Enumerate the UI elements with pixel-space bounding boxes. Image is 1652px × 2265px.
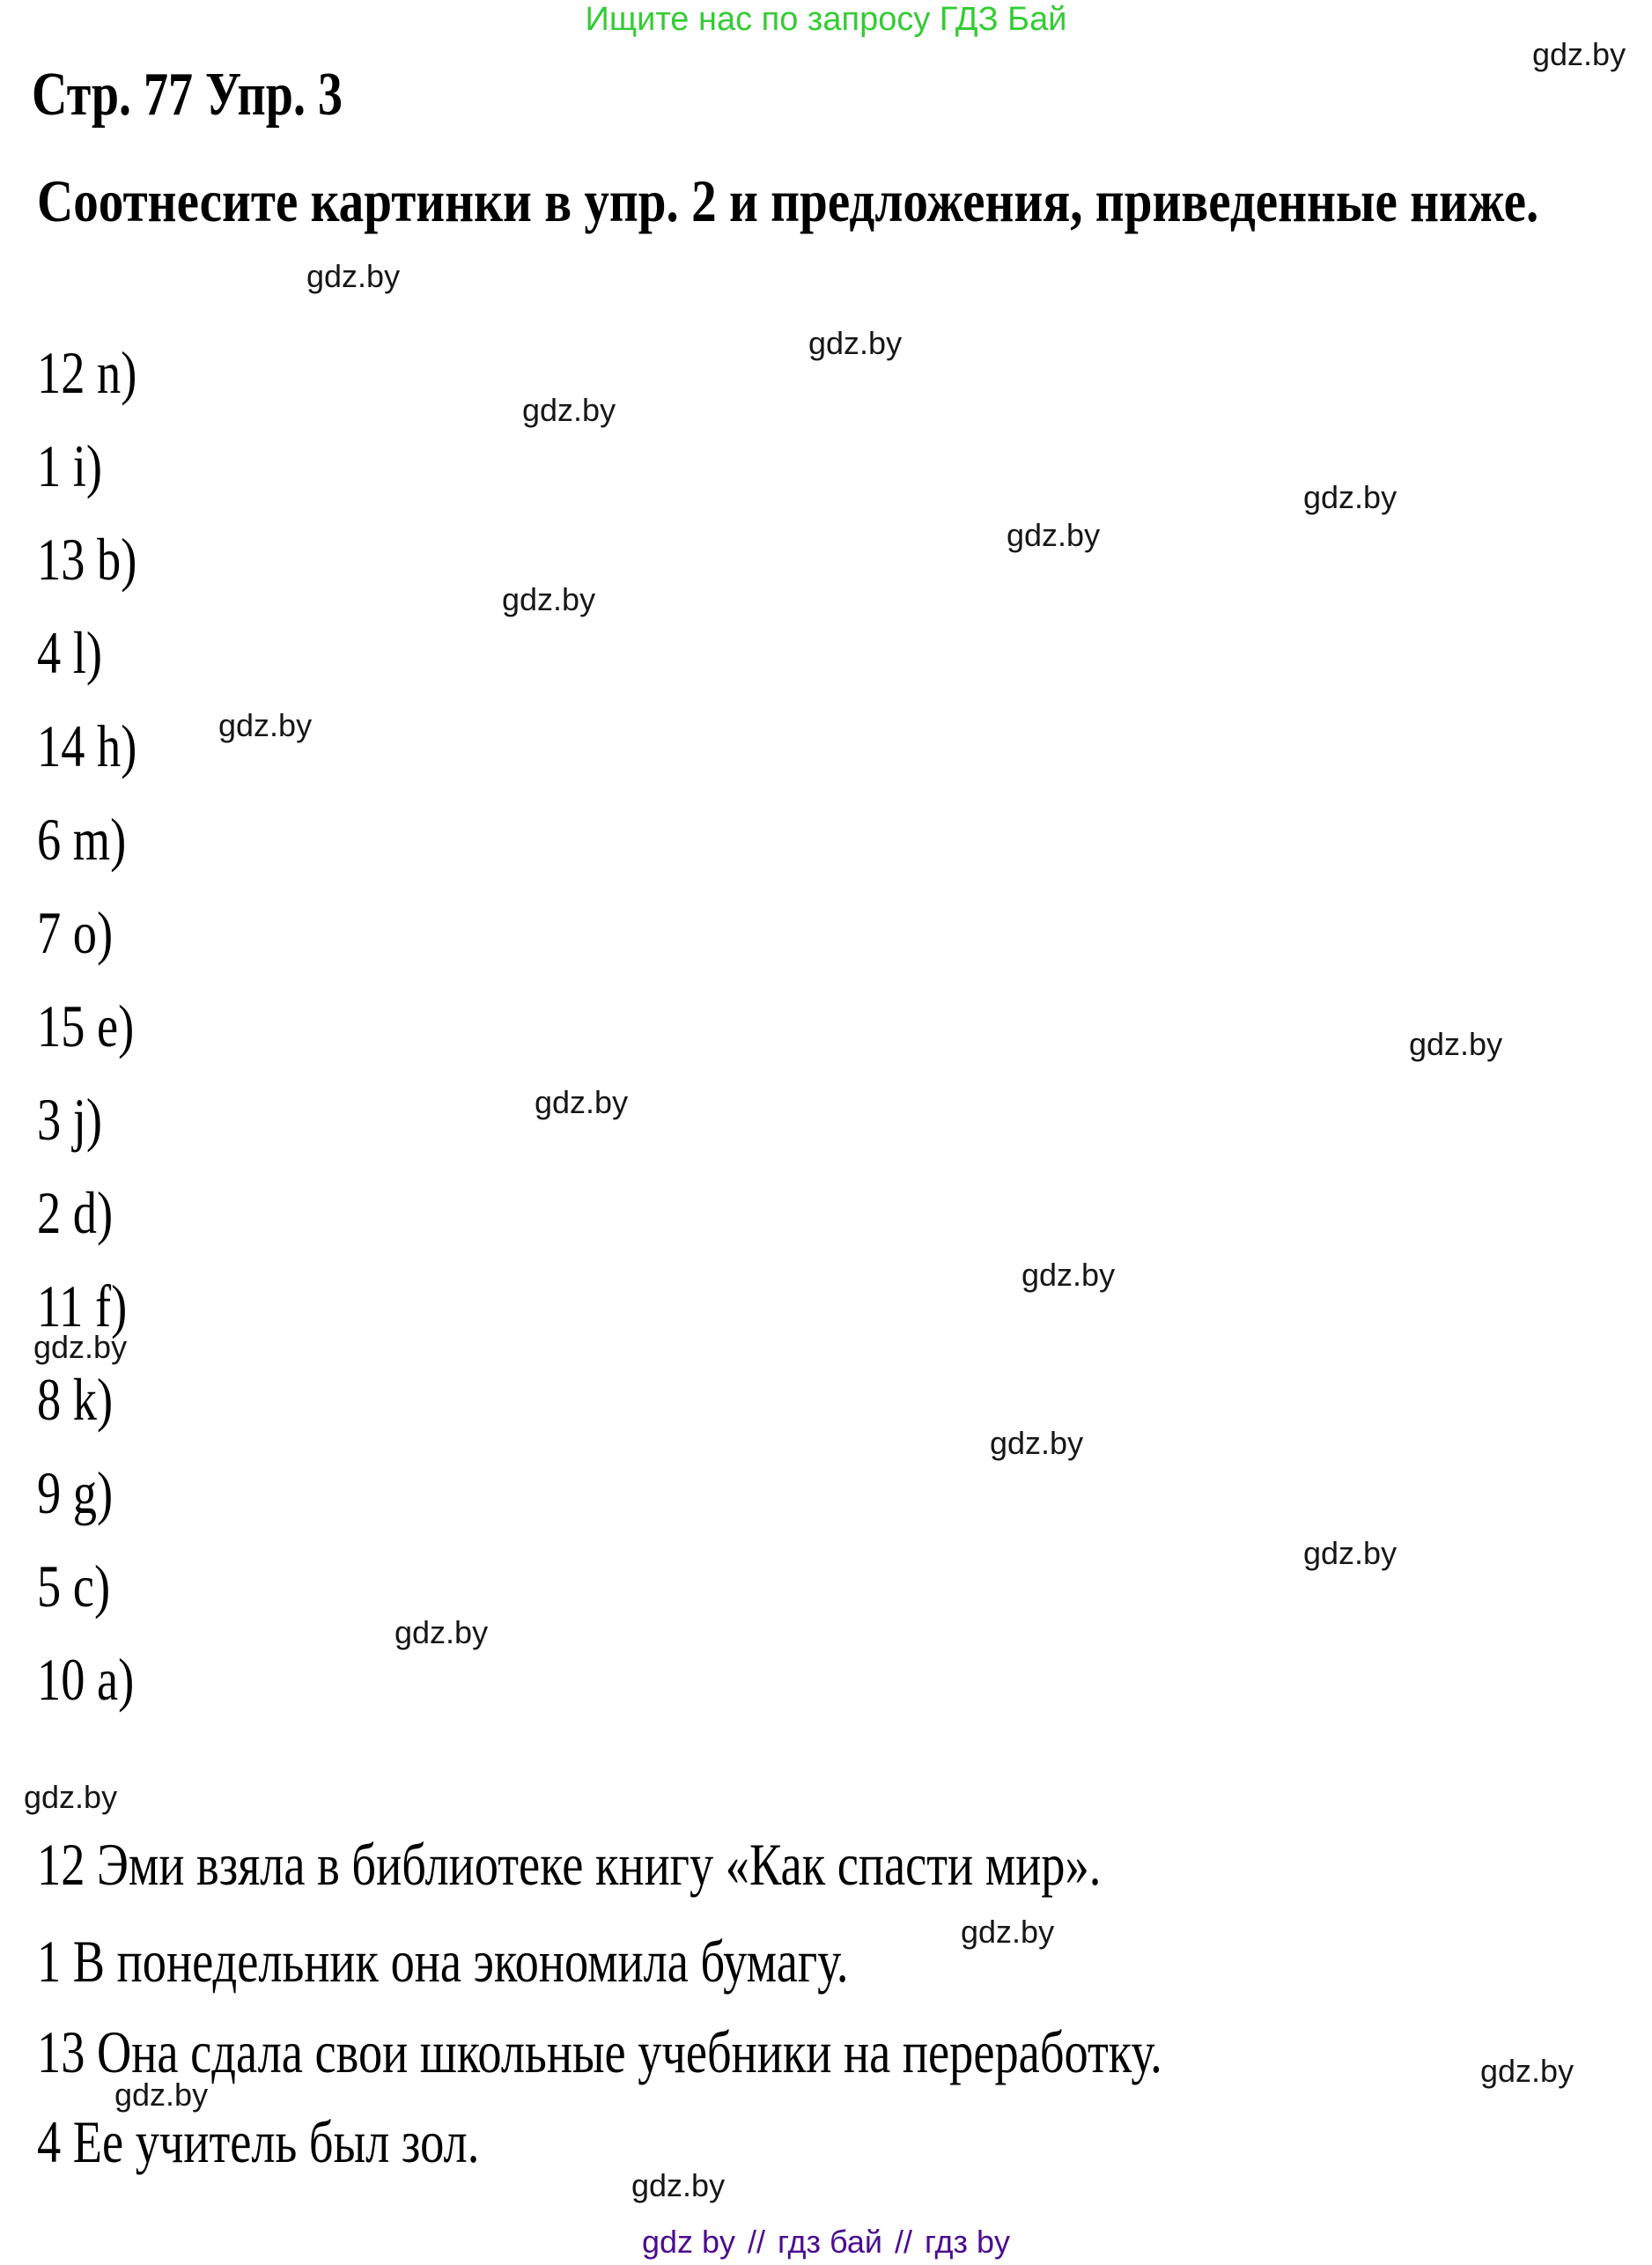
gdz-watermark: gdz.by	[990, 1425, 1084, 1461]
gdz-watermark: gdz.by	[1303, 479, 1398, 515]
sentence-item: 13 Она сдала свои школьные учебники на переработку.	[37, 2018, 1162, 2085]
answer-item: 13 b)	[37, 526, 137, 593]
gdz-watermark: gdz.by	[1480, 2053, 1575, 2089]
gdz-watermark: gdz.by	[24, 1779, 118, 1815]
promo-banner: Ищите нас по запросу ГДЗ Бай	[585, 1, 1067, 38]
answer-item: 8 k)	[37, 1366, 114, 1433]
answer-item: 5 c)	[37, 1553, 111, 1619]
gdz-watermark: gdz.by	[1303, 1535, 1398, 1571]
gdz-watermark: gdz.by	[395, 1614, 489, 1650]
answer-item: 2 d)	[37, 1179, 114, 1246]
gdz-watermark: gdz.by	[961, 1914, 1055, 1950]
answer-item: 15 e)	[37, 992, 135, 1059]
answer-item: 10 a)	[37, 1646, 135, 1713]
page-heading: Стр. 77 Упр. 3	[32, 61, 343, 129]
footer	[0, 2226, 1652, 2258]
gdz-watermark: gdz.by	[808, 325, 903, 361]
gdz-watermark: gdz.by	[1532, 36, 1626, 72]
gdz-watermark: gdz.by	[1021, 1257, 1116, 1293]
gdz-watermark: gdz.by	[1409, 1026, 1503, 1062]
sentence-item: 1 В понедельник она экономила бумагу.	[37, 1928, 849, 1995]
gdz-watermark: gdz.by	[631, 2167, 726, 2203]
gdz-watermark: gdz.by	[33, 1329, 128, 1365]
footer-separator: //	[748, 2224, 766, 2260]
sentence-item: 4 Ее учитель был зол.	[37, 2108, 480, 2175]
answer-item: 1 i)	[37, 432, 103, 499]
footer-link-gdz-bai[interactable]: гдз бай	[778, 2224, 882, 2260]
answer-item: 7 o)	[37, 899, 114, 966]
gdz-watermark: gdz.by	[1007, 517, 1101, 553]
gdz-watermark: gdz.by	[306, 258, 401, 294]
answer-item: 12 n)	[37, 339, 137, 406]
answer-item: 3 j)	[37, 1086, 103, 1153]
gdz-watermark: gdz.by	[114, 2077, 209, 2113]
gdz-watermark: gdz.by	[522, 392, 616, 428]
sentence-item: 12 Эми взяла в библиотеке книгу «Как спасти мир».	[37, 1831, 1102, 1898]
answer-item: 6 m)	[37, 806, 127, 873]
footer-link-gdz-by[interactable]: gdz by	[641, 2224, 736, 2260]
task-title: Соотнесите картинки в упр. 2 и предложения, приведенные ниже.	[37, 167, 1539, 234]
answer-item: 11 f)	[37, 1273, 128, 1339]
footer-separator: //	[894, 2224, 912, 2260]
answer-item: 4 l)	[37, 619, 103, 686]
gdz-watermark: gdz.by	[218, 707, 313, 743]
answer-item: 9 g)	[37, 1459, 114, 1526]
gdz-watermark: gdz.by	[535, 1084, 629, 1120]
footer-link-gdz-by-2[interactable]: гдз by	[925, 2224, 1011, 2260]
gdz-watermark: gdz.by	[502, 581, 596, 617]
answer-item: 14 h)	[37, 712, 137, 779]
